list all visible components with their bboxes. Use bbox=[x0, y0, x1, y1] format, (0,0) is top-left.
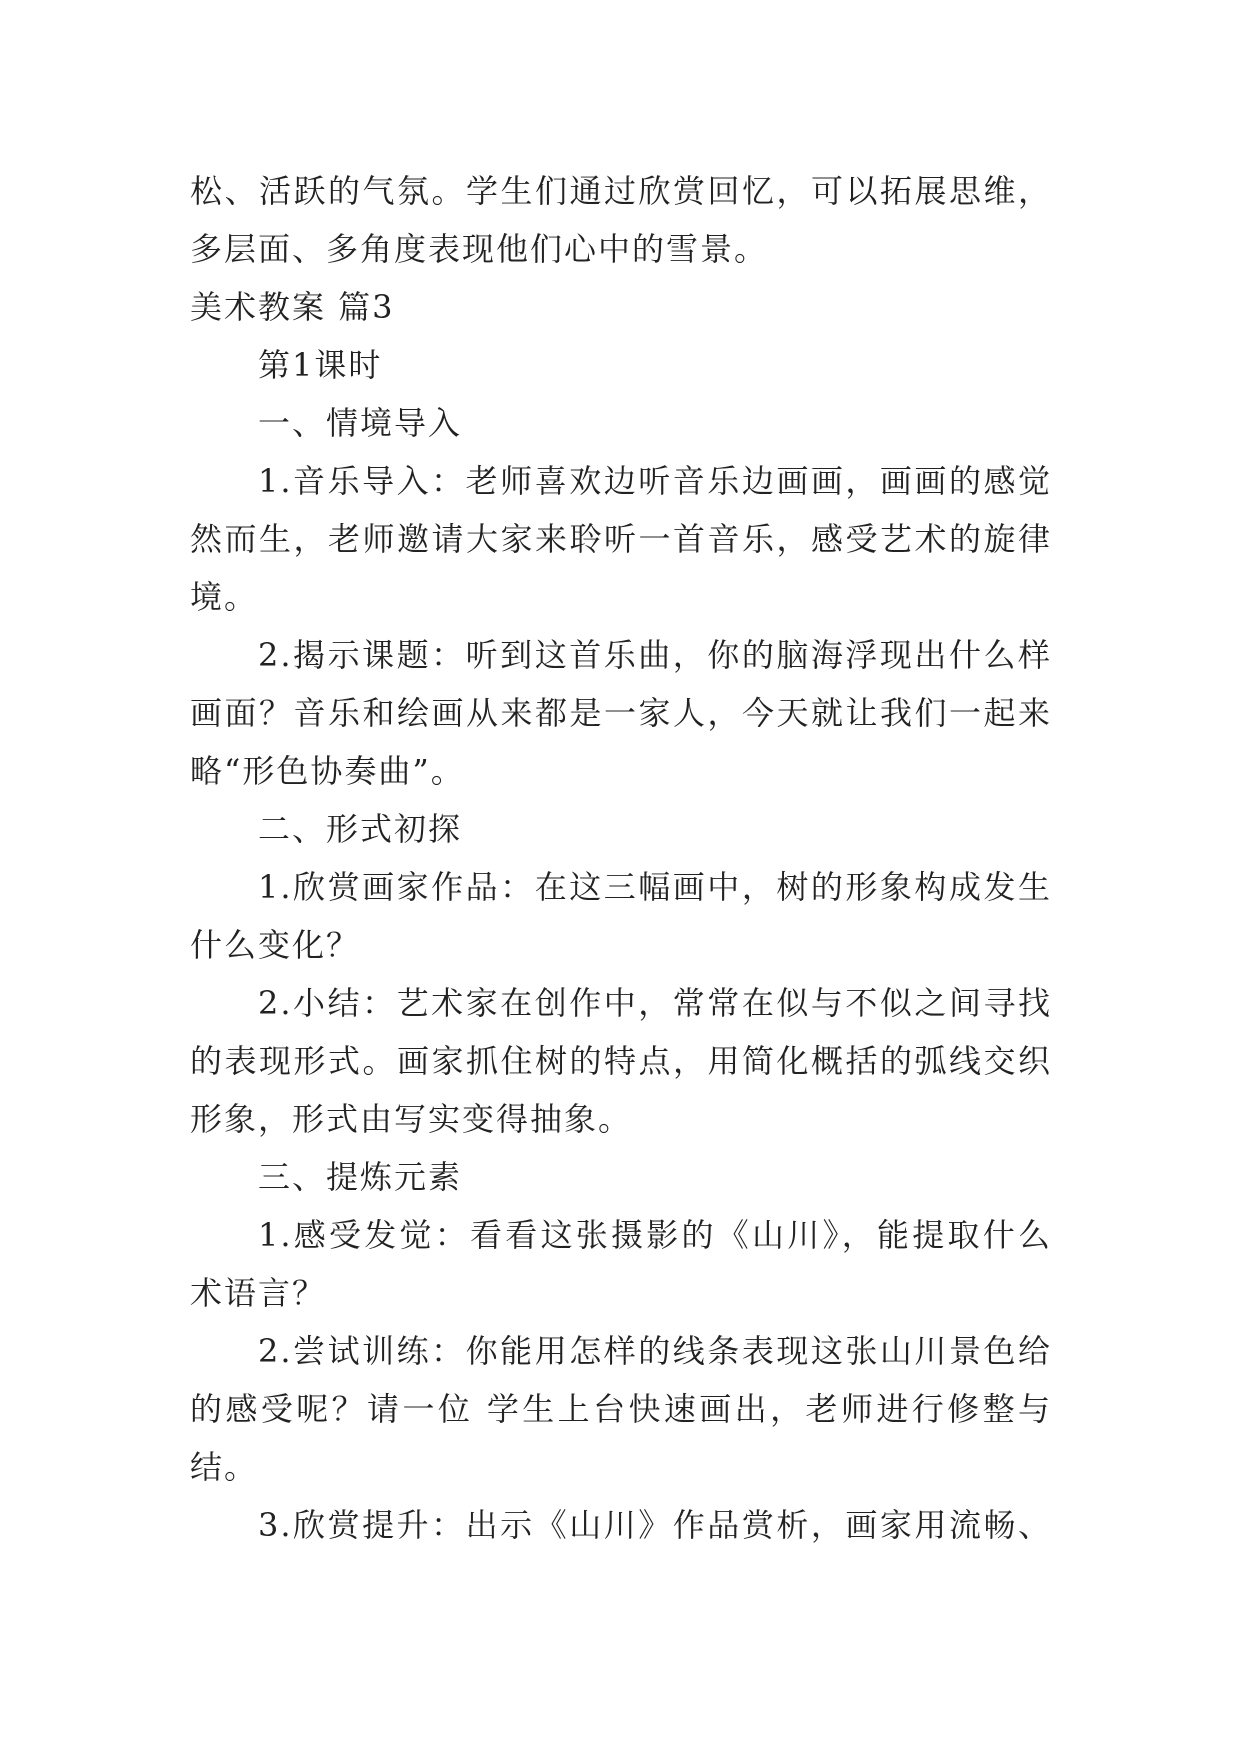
paragraph-line: 的表现形式。画家抓住树的特点，用简化概括的弧线交织 bbox=[190, 1042, 1052, 1080]
paragraph-line: 1.感受发觉：看看这张摄影的《山川》，能提取什么 bbox=[258, 1216, 1052, 1254]
paragraph-line: 结。 bbox=[190, 1448, 259, 1486]
paragraph-line: 然而生，老师邀请大家来聆听一首音乐，感受艺术的旋律 bbox=[190, 520, 1052, 558]
paragraph-line: 什么变化？ bbox=[190, 926, 361, 964]
section-heading: 一、情境导入 bbox=[258, 404, 463, 442]
document-body bbox=[190, 162, 1052, 1554]
paragraph-line: 画面？音乐和绘画从来都是一家人，今天就让我们一起来 bbox=[190, 694, 1052, 732]
paragraph-line: 2.揭示课题：听到这首乐曲，你的脑海浮现出什么样 bbox=[258, 636, 1052, 674]
paragraph-line: 2.小结：艺术家在创作中，常常在似与不似之间寻找 bbox=[258, 984, 1052, 1022]
paragraph-line: 1.欣赏画家作品：在这三幅画中，树的形象构成发生 bbox=[258, 868, 1052, 906]
paragraph-line: 松、活跃的气氛。学生们通过欣赏回忆，可以拓展思维， bbox=[190, 172, 1052, 210]
paragraph-line: 略“形色协奏曲”。 bbox=[190, 752, 465, 790]
paragraph-line: 多层面、多角度表现他们心中的雪景。 bbox=[190, 230, 769, 268]
paragraph-line: 境。 bbox=[190, 578, 259, 616]
paragraph-line: 术语言？ bbox=[190, 1274, 327, 1312]
paragraph-line: 形象，形式由写实变得抽象。 bbox=[190, 1100, 633, 1138]
paragraph-line: 1.音乐导入：老师喜欢边听音乐边画画，画画的感觉 bbox=[258, 462, 1052, 500]
paragraph-line: 3.欣赏提升：出示《山川》作品赏析，画家用流畅、 bbox=[258, 1506, 1052, 1544]
section-title: 美术教案 篇3 bbox=[190, 288, 395, 326]
section-heading: 二、形式初探 bbox=[258, 810, 463, 848]
paragraph-line: 的感受呢？请一位 学生上台快速画出，老师进行修整与 bbox=[190, 1390, 1052, 1428]
lesson-heading: 第1课时 bbox=[258, 346, 383, 384]
section-heading: 三、提炼元素 bbox=[258, 1158, 463, 1196]
paragraph-line: 2.尝试训练：你能用怎样的线条表现这张山川景色给 bbox=[258, 1332, 1052, 1370]
